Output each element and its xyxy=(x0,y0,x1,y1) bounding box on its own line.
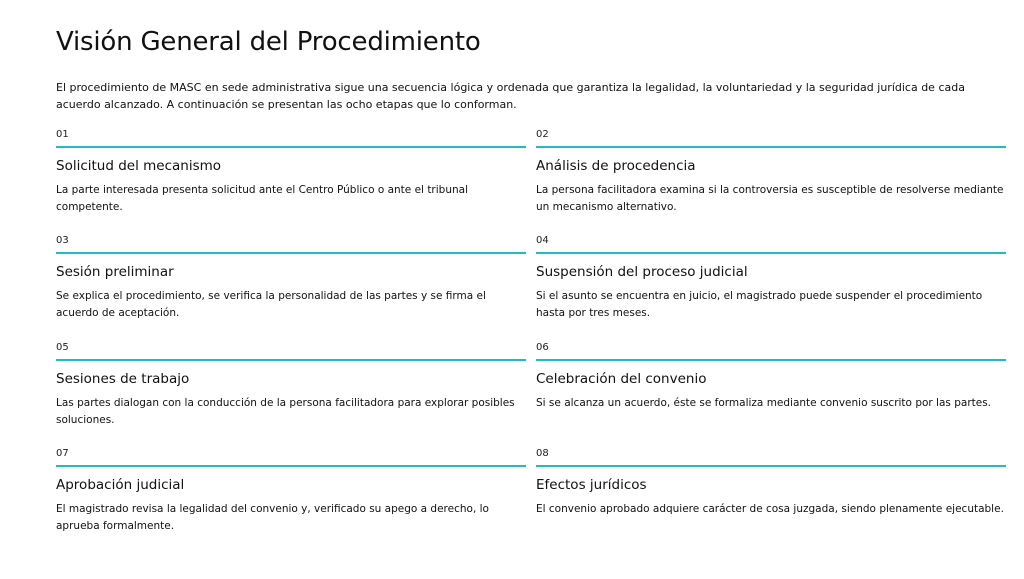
step-04 xyxy=(536,235,1006,322)
step-number: 01 xyxy=(56,129,526,148)
step-description: Si se alcanza un acuerdo, éste se formaliza mediante convenio suscrito por las partes. xyxy=(536,397,992,409)
step-description: Si el asunto se encuentra en juicio, el magistrado puede suspender el procedimiento hasta por tres meses. xyxy=(536,290,983,319)
step-description: Se explica el procedimiento, se verifica la personalidad de las partes y se firma el acuerdo de aceptación. xyxy=(56,290,486,319)
step-title: Sesión preliminar xyxy=(56,264,174,280)
step-number: 07 xyxy=(56,448,526,467)
step-description: El magistrado revisa la legalidad del convenio y, verificado su apego a derecho, lo aprueba formalmente. xyxy=(56,503,489,532)
document-page xyxy=(56,26,1006,532)
step-title: Celebración del convenio xyxy=(536,371,707,387)
step-07 xyxy=(56,448,526,535)
step-title: Sesiones de trabajo xyxy=(56,371,190,387)
intro-paragraph: El procedimiento de MASC en sede administrativa sigue una secuencia lógica y ordenada que garantiza la legalidad, la voluntariedad y la seguridad jurídica de cada acuerdo alcanzado. A continuación se presentan las ocho etapas que lo conforman. xyxy=(56,81,965,111)
step-description: El convenio aprobado adquiere carácter de cosa juzgada, siendo plenamente ejecutable. xyxy=(536,503,1004,515)
step-01 xyxy=(56,129,526,216)
step-title: Análisis de procedencia xyxy=(536,158,696,174)
step-06 xyxy=(536,342,1006,412)
step-number: 05 xyxy=(56,342,526,361)
step-03 xyxy=(56,235,526,322)
step-title: Suspensión del proceso judicial xyxy=(536,264,748,280)
step-title: Aprobación judicial xyxy=(56,477,185,493)
step-02 xyxy=(536,129,1006,216)
step-title: Solicitud del mecanismo xyxy=(56,158,222,174)
step-08 xyxy=(536,448,1006,518)
step-description: Las partes dialogan con la conducción de la persona facilitadora para explorar posibles soluciones. xyxy=(56,397,515,426)
step-description: La parte interesada presenta solicitud ante el Centro Público o ante el tribunal competente. xyxy=(56,184,468,213)
step-description: La persona facilitadora examina si la controversia es susceptible de resolverse mediante un mecanismo alternativo. xyxy=(536,184,1004,213)
step-number: 03 xyxy=(56,235,526,254)
step-number: 02 xyxy=(536,129,1006,148)
step-number: 08 xyxy=(536,448,1006,467)
step-title: Efectos jurídicos xyxy=(536,477,647,493)
step-number: 04 xyxy=(536,235,1006,254)
step-05 xyxy=(56,342,526,429)
step-number: 06 xyxy=(536,342,1006,361)
page-title: Visión General del Procedimiento xyxy=(56,27,481,57)
